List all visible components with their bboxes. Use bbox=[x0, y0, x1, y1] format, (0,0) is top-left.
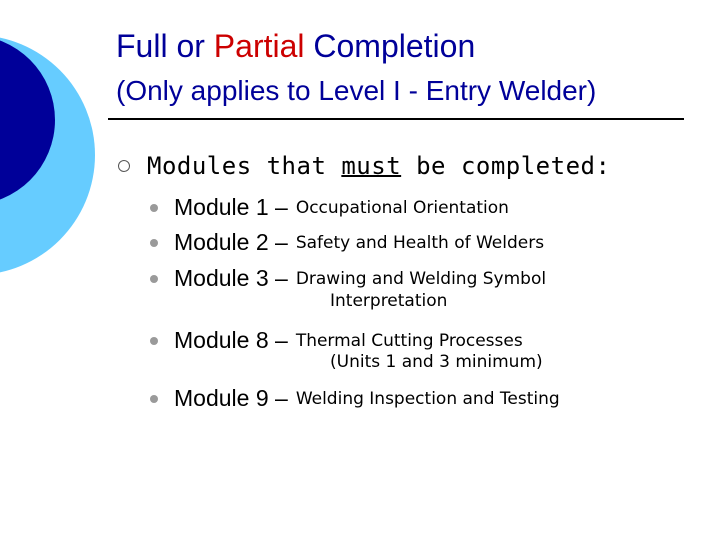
module-label: Module 9 – bbox=[174, 385, 288, 411]
module-description: Occupational Orientation bbox=[295, 197, 509, 218]
title-divider bbox=[108, 118, 684, 120]
module-item bbox=[150, 265, 546, 292]
decorative-circles bbox=[0, 0, 120, 300]
dot-bullet-icon bbox=[150, 337, 158, 345]
title-text-start: Full or bbox=[116, 28, 214, 64]
dot-bullet-icon bbox=[150, 275, 158, 283]
title-accent-word: Partial bbox=[213, 28, 305, 64]
module-description: Thermal Cutting Processes bbox=[295, 330, 523, 351]
title-text-end: Completion bbox=[304, 28, 476, 64]
module-item bbox=[150, 327, 523, 354]
lead-text-end: be completed: bbox=[401, 152, 611, 180]
title-main bbox=[116, 30, 596, 62]
ring-bullet-icon bbox=[118, 160, 130, 172]
module-item bbox=[150, 194, 509, 221]
dot-bullet-icon bbox=[150, 395, 158, 403]
dot-bullet-icon bbox=[150, 239, 158, 247]
module-description: Welding Inspection and Testing bbox=[295, 388, 560, 409]
module-description: Drawing and Welding Symbol bbox=[295, 268, 547, 289]
slide-title bbox=[116, 30, 596, 105]
main-bullet bbox=[118, 152, 610, 180]
module-description-continued: Interpretation bbox=[330, 291, 448, 311]
module-label: Module 1 – bbox=[174, 194, 288, 220]
module-label: Module 8 – bbox=[174, 327, 288, 353]
module-description: Safety and Health of Welders bbox=[295, 232, 545, 253]
title-subtitle: (Only applies to Level I - Entry Welder) bbox=[116, 75, 597, 106]
module-description-continued: (Units 1 and 3 minimum) bbox=[330, 352, 543, 372]
lead-emphasis: must bbox=[341, 152, 402, 180]
module-item bbox=[150, 229, 544, 256]
dot-bullet-icon bbox=[150, 204, 158, 212]
module-item bbox=[150, 385, 560, 412]
lead-text-start: Modules that bbox=[147, 152, 342, 180]
bullet-lead-text bbox=[147, 152, 610, 180]
module-label: Module 2 – bbox=[174, 229, 288, 255]
module-label: Module 3 – bbox=[174, 265, 288, 291]
